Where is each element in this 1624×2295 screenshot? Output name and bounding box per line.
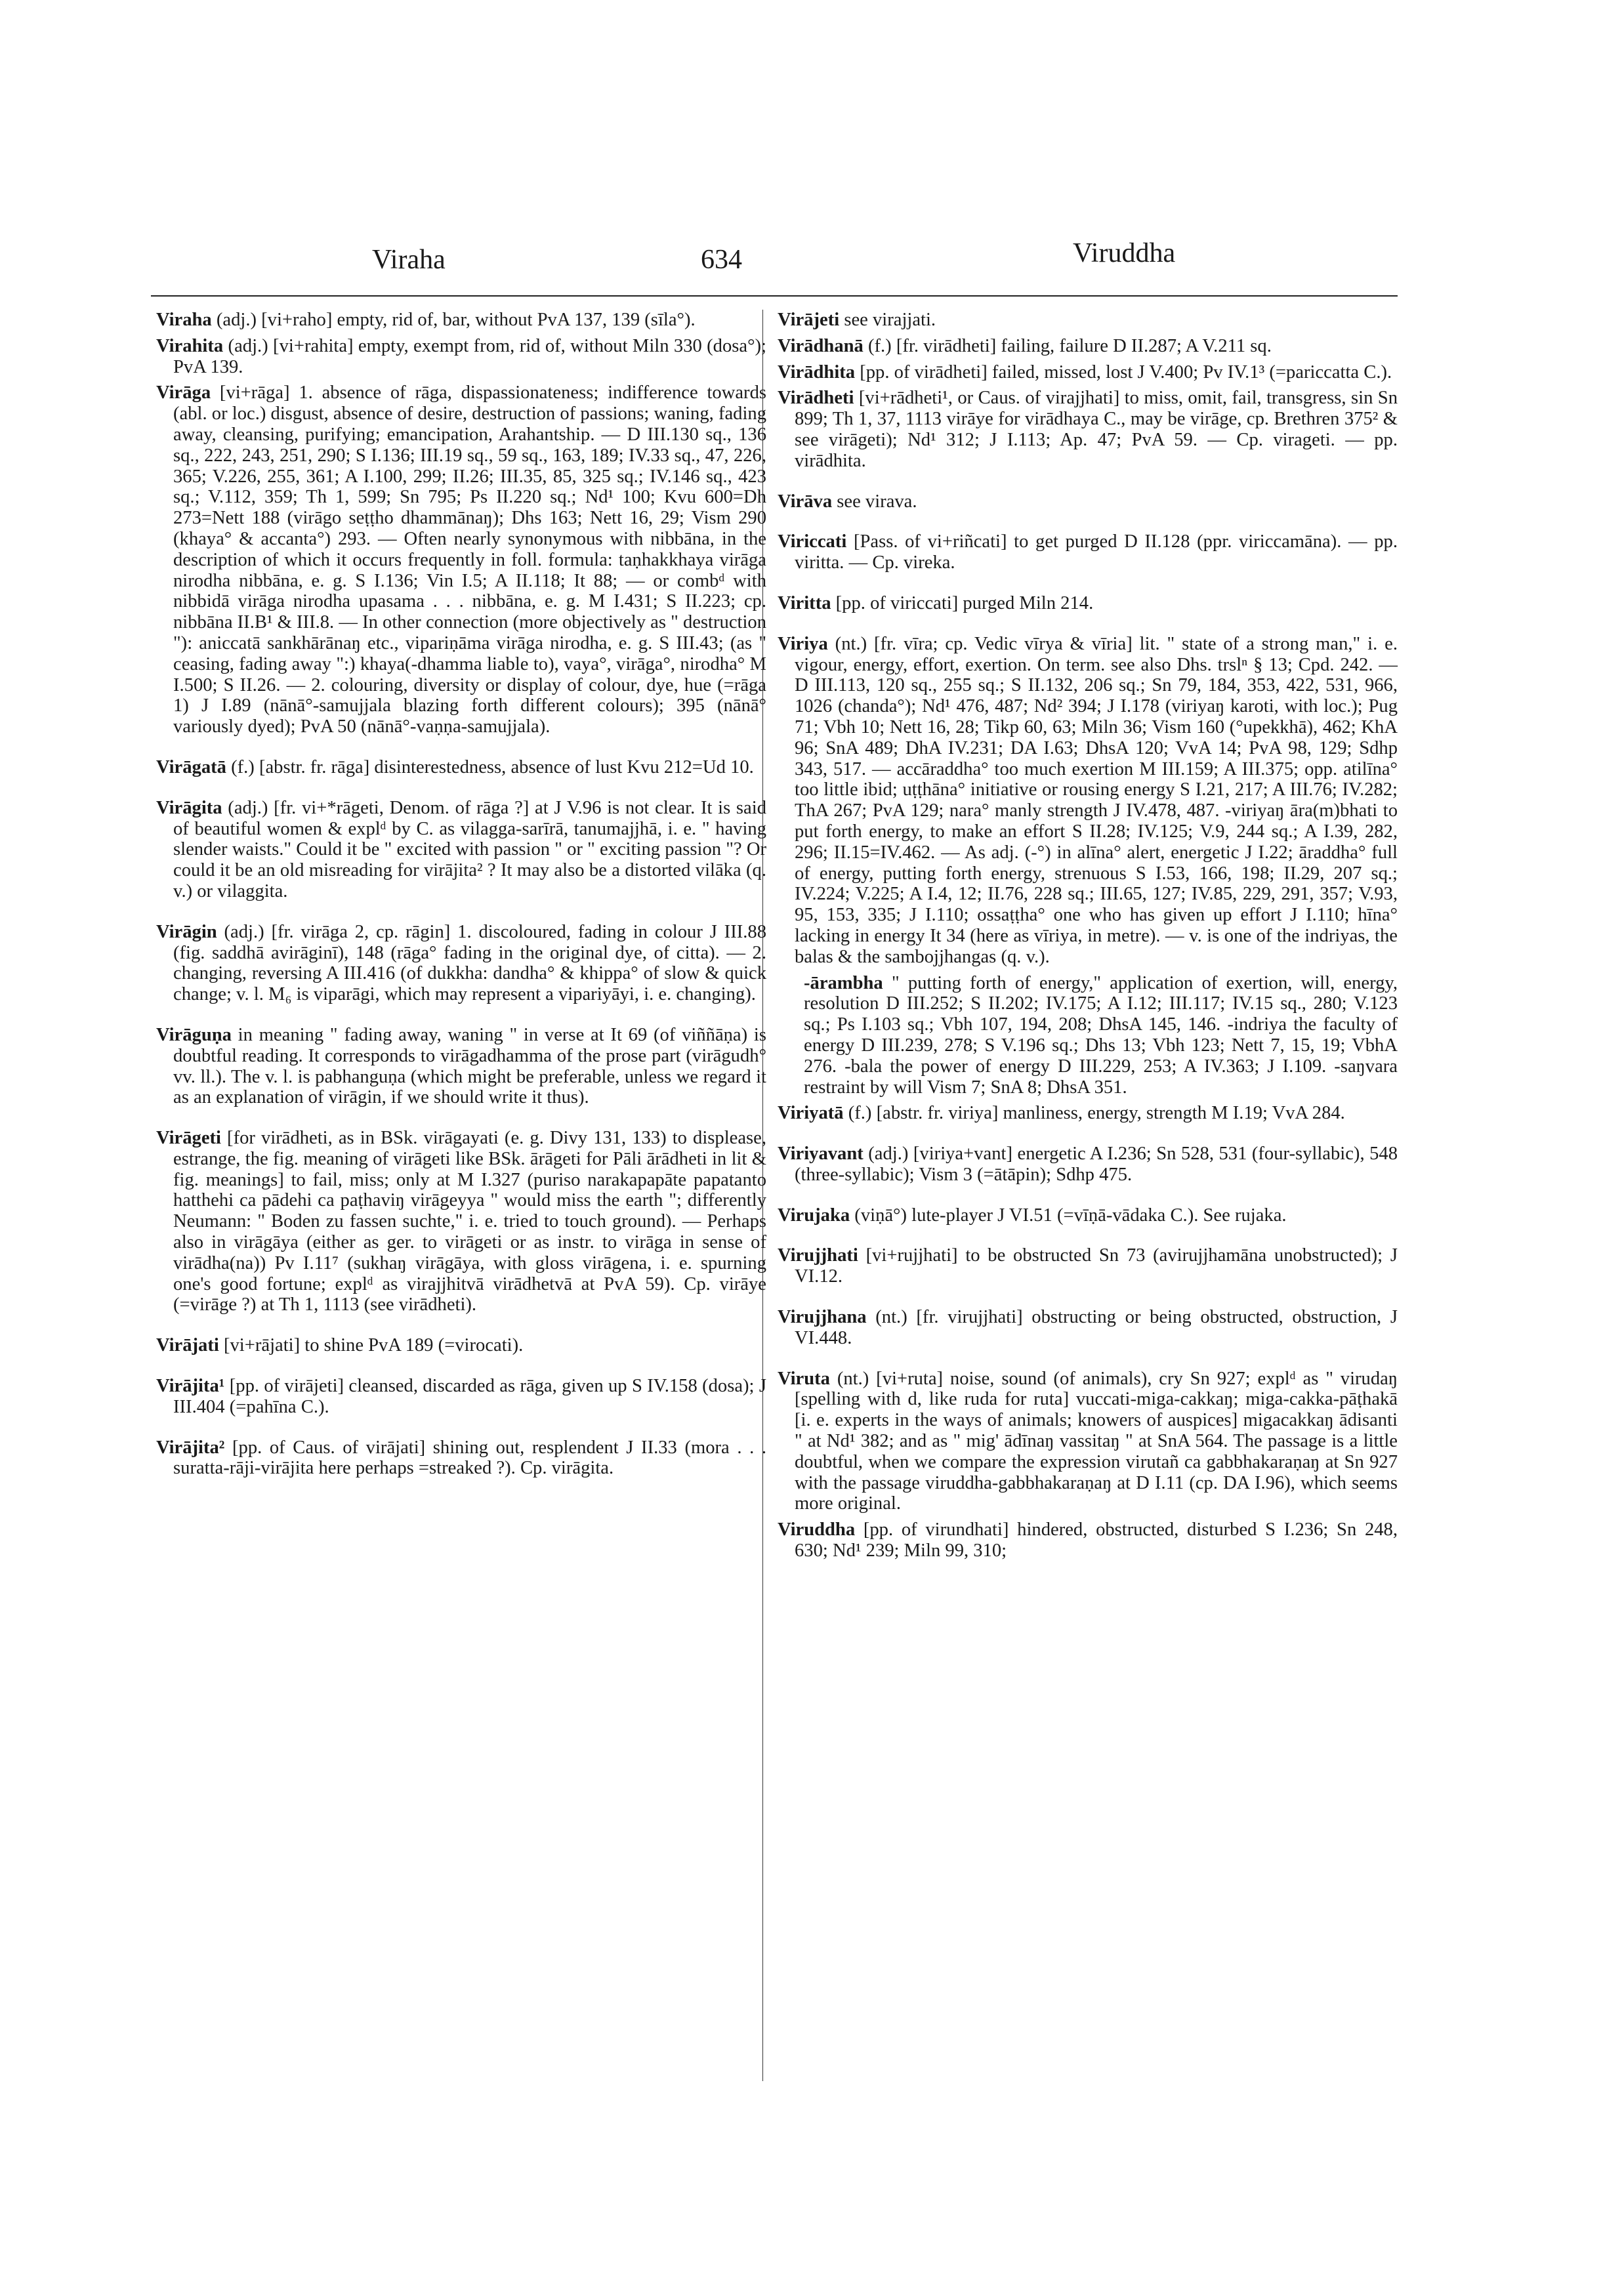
entry-headword: Virahita <box>156 335 224 356</box>
dictionary-entry <box>778 1369 1398 1515</box>
entry-definition: [pp. of virādheti] failed, missed, lost J V.400; Pv IV.1³ (=pariccatta C.). <box>855 362 1392 382</box>
entry-headword: Viruta <box>778 1368 830 1389</box>
entry-headword: Virāguṇa <box>156 1024 232 1045</box>
entry-headword: Virādhita <box>778 362 856 382</box>
entry-definition: (adj.) [vi+raho] empty, rid of, bar, without PvA 137, 139 (sīla°). <box>211 310 696 330</box>
entry-definition: [pp. of viriccati] purged Miln 214. <box>831 592 1094 613</box>
dictionary-entry <box>778 531 1398 573</box>
dictionary-entry <box>778 1307 1398 1349</box>
entry-definition: [pp. of Caus. of virājati] shining out, resplendent J II.33 (mora . . . suratta-rāji-virājita here perhaps =streaked ?). Cp. virāgita. <box>173 1437 766 1479</box>
header-right-guideword: Viruddha <box>1073 238 1176 268</box>
entry-headword: Viriya <box>778 633 828 654</box>
entry-headword: Virujjhana <box>778 1307 867 1328</box>
dictionary-subentry <box>778 973 1398 1098</box>
dictionary-entry <box>156 336 766 378</box>
entry-definition: (adj.) [fr. virāga 2, cp. rāgin] 1. discoloured, fading in colour J III.88 (fig. saddhā avirāginī), 148 (rāga° fading in the original dye, of citta). — 2. changing, reversing A III.416 (of dukkha: dandha° & khippa° of slow & quick change; v. l. M₆ is viparāgi, which may represent a vipariyāyi, i. e. changing). <box>173 921 766 1005</box>
dictionary-entry <box>156 922 766 1005</box>
entry-definition: (viṇā°) lute-player J VI.51 (=vīṇā-vādaka C.). See rujaka. <box>850 1205 1287 1226</box>
entry-definition: see virajjati. <box>839 310 936 330</box>
dictionary-entry <box>778 310 1398 331</box>
entry-headword: Virājeti <box>778 310 840 330</box>
entry-headword: Viriyavant <box>778 1144 864 1165</box>
entry-headword: Virujjhati <box>778 1245 858 1266</box>
page-number: 634 <box>701 245 742 275</box>
dictionary-entry <box>778 1205 1398 1226</box>
entry-definition: (f.) [abstr. fr. rāga] disinterestedness, absence of lust Kvu 212=Ud 10. <box>226 756 754 777</box>
dictionary-entry <box>778 1520 1398 1561</box>
entry-definition: (adj.) [viriya+vant] energetic A I.236; Sn 528, 531 (four-syllabic), 548 (three-syllabic); Vism 3 (=ātāpin); Sdhp 475. <box>795 1144 1398 1185</box>
entry-definition: (adj.) [fr. vi+*rāgeti, Denom. of rāga ?] at J V.96 is not clear. It is said of beautiful women & explᵈ by C. as vilagga-sarīrā, tanumajjhā, i. e. " having slender waists." Could it be " excited with passion " or " exciting passion "? Or could it be an old misreading for virājita² ? It may also be a distorted vilāka (q. v.) or vilaggita. <box>173 797 766 901</box>
right-column <box>778 310 1398 1567</box>
dictionary-entry <box>156 1128 766 1315</box>
entry-definition: in meaning " fading away, waning " in verse at It 69 (of viññāṇa) is doubtful reading. It corresponds to virāgadhamma of the prose part (virāgudh° vv. ll.). The v. l. is pabhanguṇa (which might be preferable, unless we regard it as an explanation of virāgin, if we should write it thus). <box>173 1024 766 1108</box>
entry-headword: Virāva <box>778 491 833 512</box>
entry-headword: Viriyatā <box>778 1103 844 1124</box>
entry-headword: Virāgita <box>156 797 222 818</box>
entry-definition: [Pass. of vi+riñcati] to get purged D II.128 (ppr. viriccamāna). — pp. viritta. — Cp. vireka. <box>795 531 1398 573</box>
dictionary-entry <box>778 1144 1398 1186</box>
entry-headword: Virādheti <box>778 388 854 409</box>
dictionary-entry <box>156 757 766 778</box>
dictionary-entry <box>156 798 766 902</box>
dictionary-entry <box>156 382 766 737</box>
dictionary-entry <box>778 1103 1398 1124</box>
entry-definition: (f.) [abstr. fr. viriya] manliness, energy, strength M I.19; VvA 284. <box>843 1103 1345 1124</box>
dictionary-entry <box>778 593 1398 614</box>
entry-headword: Virāgin <box>156 921 217 942</box>
entry-definition: [vi+rāga] 1. absence of rāga, dispassionateness; indifference towards (abl. or loc.) disgust, absence of desire, destruction of passions; waning, fading away, cleansing, purifying; emancipation, Arahantship. — D III.130 sq., 136 sq., 222, 243, 251, 290; S I.136; III.19 sq., 59 sq., 163, 189; IV.33 sq., 47, 226, 365; V.226, 255, 361; A I.100, 299; II.26; III.35, 85, 325 sq.; IV.146 sq., 423 sq.; V.112, 359; Th 1, 599; Sn 795; Ps II.220 sq.; Nd¹ 100; Kvu 600=Dh 273=Nett 188 (virāgo seṭṭho dhammānaŋ); Dhs 163; Nett 16, 29; Vism 290 (khaya° & accanta°) 293. — Often nearly synonymous with nibbāna, in the description of which it occurs frequently in foll. formula: taṇhakkhaya virāga nirodha nibbāna, e. g. S I.136; Vin I.5; A II.118; It 88; — or combᵈ with nibbidā virāga nirodha upasama . . . nibbāna, e. g. M I.431; S II.223; cp. nibbāna II.B¹ & III.8. — In other connection (more objectively as " destruction "): aniccatā sankhārānaŋ etc., vipariṇāma virāga nirodha, e. g. S III.43; (as " ceasing, fading away ":) khaya(-dhamma liable to), vaya°, virāga°, nirodha° M I.500; S II.26. — 2. colouring, diversity or display of colour, dye, hue (=rāga 1) J I.89 (nānā°-samujjala blazing forth different colours); 395 (nānā° variously dyed); PvA 50 (nānā°-vaṇṇa-samujjala). <box>173 382 766 737</box>
entry-definition: [for virādheti, as in BSk. virāgayati (e. g. Divy 131, 133) to displease, estrange, the fig. meaning of virāgeti like BSk. ārāgeti for Pāli ārādheti in lit & fig. meanings] to fail, miss; only at M I.327 (puriso narakapapāte papatanto hatthehi ca pādehi ca paṭhaviŋ virāgeyya " would miss the earth "; differently Neumann: " Boden zu fassen suchte," i. e. tried to touch ground). — Perhaps also in virāgāya (either as ger. to virāgeti or as instr. to virāga in sense of virādha(na)) Pv I.11⁷ (sukhaŋ virāgāya, with gloss virāgena, i. e. spurning one's good fortune; explᵈ as virajjhitvā virādhetvā at PvA 59). Cp. virāye (=virāge ?) at Th 1, 1113 (see virādheti). <box>173 1128 766 1315</box>
entry-definition: (nt.) [fr. virujjhati] obstructing or being obstructed, obstruction, J VI.448. <box>795 1307 1398 1348</box>
entry-headword: Viruddha <box>778 1520 856 1540</box>
entry-headword: Viraha <box>156 310 212 330</box>
dictionary-entry <box>778 634 1398 968</box>
entry-definition: " putting forth of energy," application of exertion, will, energy, resolution D III.252; S II.202; IV.175; A I.12; III.117; IV.15 sq., 280; V.123 sq.; Ps I.103 sq.; Vbh 107, 194, 208; DhsA 145, 146. -indriya the faculty of energy D III.239, 278; S V.196 sq.; Dhs 13; Vbh 123; Nett 7, 15, 19; VbhA 276. -bala the power of energy D III.229, 253; A IV.363; J I.109. -saŋvara restraint by will Vism 7; SnA 8; DhsA 351. <box>804 972 1398 1098</box>
entry-definition: [pp. of virundhati] hindered, obstructed, disturbed S I.236; Sn 248, 630; Nd¹ 239; Miln 99, 310; <box>795 1520 1398 1561</box>
entry-headword: -ārambha <box>804 972 883 993</box>
dictionary-entry <box>156 1437 766 1479</box>
entry-definition: (nt.) [vi+ruta] noise, sound (of animals), cry Sn 927; explᵈ as " virudaŋ [spelling with d, like ruda for ruta] vuccati-miga-cakkaŋ; miga-cakka-pāṭhakā [i. e. experts in the ways of animals; knowers of auspices] migacakkaŋ ādisanti " at Nd¹ 382; and as " mig' ādīnaŋ vassitaŋ " at SnA 564. The passage is a little doubtful, when we compare the expression virutañ ca gabbhakaraṇaŋ at Sn 927 with the passage viruddha-gabbhakaraṇaŋ at D I.11 (cp. DA I.96), which seems more original. <box>795 1368 1398 1514</box>
entry-headword: Viritta <box>778 592 831 613</box>
dictionary-entry <box>778 388 1398 471</box>
entry-definition: (adj.) [vi+rahita] empty, exempt from, rid of, without Miln 330 (dosa°); PvA 139. <box>173 335 766 377</box>
entry-definition: [vi+rujjhati] to be obstructed Sn 73 (avirujjhamāna unobstructed); J VI.12. <box>795 1245 1398 1287</box>
entry-headword: Viriccati <box>778 531 847 552</box>
dictionary-entry <box>156 1376 766 1418</box>
entry-headword: Virujaka <box>778 1205 850 1226</box>
entry-headword: Virājita² <box>156 1437 225 1458</box>
entry-definition: (f.) [fr. virādheti] failing, failure D II.287; A V.211 sq. <box>863 335 1272 356</box>
entry-definition: [vi+rādheti¹, or Caus. of virajjhati] to miss, omit, fail, transgress, sin Sn 899; Th 1, 37, 1113 virāye for virādhaya C., may be virāge, cp. Brethren 375² & see virāgeti); Nd¹ 312; J I.113; Ap. 47; PvA 59. — Cp. virageti. — pp. virādhita. <box>795 388 1398 471</box>
entry-definition: see virava. <box>832 491 917 512</box>
entry-headword: Virāgatā <box>156 756 226 777</box>
entry-headword: Virāgeti <box>156 1128 221 1149</box>
entry-headword: Virādhanā <box>778 335 864 356</box>
running-header <box>259 238 1388 283</box>
dictionary-entry <box>778 1245 1398 1287</box>
entry-headword: Virājita¹ <box>156 1376 225 1397</box>
dictionary-entry <box>778 362 1398 383</box>
entry-definition: (nt.) [fr. vīra; cp. Vedic vīrya & vīria] lit. " state of a strong man," i. e. vigour, energy, effort, exertion. On term. see also Dhs. trslⁿ § 13; Cpd. 242. — D III.113, 120 sq., 255 sq.; S II.132, 206 sq.; Sn 79, 184, 353, 422, 531, 966, 1026 (chanda°); Nd¹ 476, 487; Nd² 394; J I.178 (viriyaŋ karoti, with loc.); Pug 71; Vbh 10; Nett 16, 28; Tikp 60, 63; Miln 36; Vism 160 (°upekkhā), 462; KhA 96; SnA 489; DhA IV.231; DA I.63; DhsA 120; VvA 14; PvA 98, 129; Sdhp 343, 517. — accāraddha° too much exertion M III.159; A III.375; opp. atilīna° too little ibid; uṭṭhāna° initiative or rousing energy S I.21, 217; A III.76; IV.282; ThA 267; PvA 129; nara° manly strength J IV.478, 487. -viriyaŋ āra(m)bhati to put forth energy, to make an effort S II.28; IV.125; V.9, 244 sq.; A I.39, 282, 296; II.15=IV.462. — As adj. (-°) in alīna° alert, energetic J I.22; āraddha° full of energy, putting forth energy, strenuous S I.53, 166, 198; II.29, 207 sq.; IV.224; V.225; A I.4, 12; II.76, 228 sq.; III.65, 127; IV.85, 229, 291, 357; V.93, 95, 153, 335; J I.110; ossaṭṭha° one who has given up effort J I.110; hīna° lacking in energy It 34 (here as vīriya, in metre). — v. is one of the indriyas, the balas & the sambojjhangas (q. v.). <box>795 633 1398 967</box>
entry-definition: [pp. of virājeti] cleansed, discarded as rāga, given up S IV.158 (dosa); J III.404 (=pahīna C.). <box>173 1376 766 1417</box>
dictionary-entry <box>778 336 1398 357</box>
header-rule <box>151 295 1398 297</box>
entry-definition: [vi+rājati] to shine PvA 189 (=virocati). <box>219 1335 524 1356</box>
entry-headword: Virāga <box>156 382 211 403</box>
dictionary-entry <box>156 310 766 331</box>
header-left-guideword: Viraha <box>372 245 446 275</box>
dictionary-entry <box>156 1025 766 1108</box>
dictionary-entry <box>156 1335 766 1356</box>
entry-headword: Virājati <box>156 1335 219 1356</box>
left-column <box>156 310 766 1484</box>
dictionary-entry <box>778 491 1398 512</box>
